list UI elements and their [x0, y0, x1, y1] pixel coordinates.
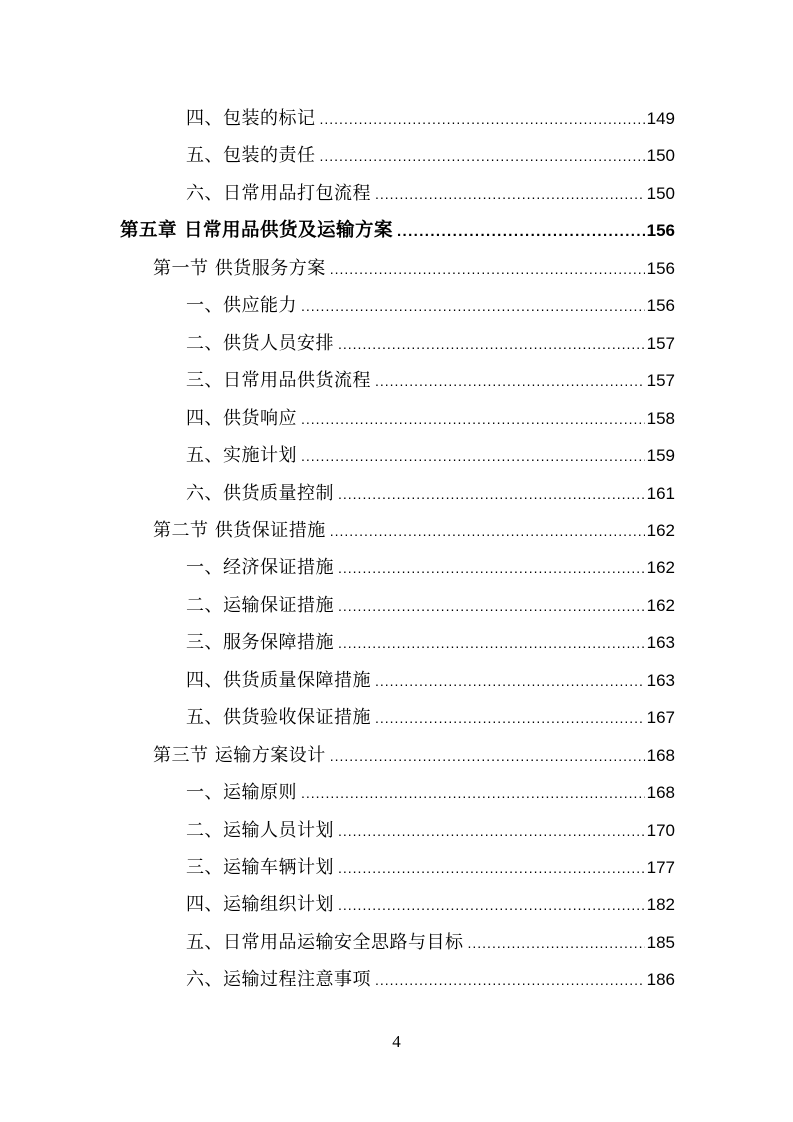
toc-dot-leader: [375, 967, 645, 993]
toc-entry-title: 一、供应能力: [186, 295, 297, 317]
toc-entry[interactable]: [186, 555, 675, 581]
toc-entry[interactable]: [186, 181, 675, 207]
toc-dot-leader: [338, 593, 645, 619]
toc-entry[interactable]: [186, 106, 675, 132]
toc-entry-title: 第五章 日常用品供货及运输方案: [120, 220, 393, 242]
toc-section-entry[interactable]: [153, 256, 675, 282]
toc-entry-title: 五、供货验收保证措施: [186, 707, 371, 729]
toc-entry[interactable]: [186, 818, 675, 844]
toc-entry[interactable]: [186, 406, 675, 432]
toc-entry-title: 五、包装的责任: [186, 145, 316, 167]
toc-entry-title: 四、供货质量保障措施: [186, 669, 371, 691]
toc-dot-leader: [320, 143, 645, 169]
toc-entry-title: 三、日常用品供货流程: [186, 370, 371, 392]
toc-entry-title: 四、运输组织计划: [186, 894, 334, 916]
toc-entry-page: 162: [646, 595, 675, 615]
toc-entry-page: 158: [646, 408, 675, 428]
toc-entry-page: 156: [646, 258, 675, 278]
toc-entry-page: 157: [646, 371, 675, 391]
toc-dot-leader: [330, 743, 645, 769]
toc-entry-title: 六、日常用品打包流程: [186, 182, 371, 204]
toc-dot-leader: [375, 368, 645, 394]
toc-dot-leader: [397, 219, 645, 245]
toc-dot-leader: [375, 705, 645, 731]
toc-entry-page: 168: [646, 745, 675, 765]
toc-entry-title: 二、运输人员计划: [186, 819, 334, 841]
toc-entry[interactable]: [186, 481, 675, 507]
toc-section-entry[interactable]: [153, 518, 675, 544]
toc-dot-leader: [338, 630, 645, 656]
toc-entry-page: 170: [646, 820, 675, 840]
toc-dot-leader: [301, 406, 645, 432]
toc-entry-page: 186: [646, 970, 675, 990]
toc-dot-leader: [338, 555, 645, 581]
toc-dot-leader: [338, 331, 645, 357]
toc-entry[interactable]: [186, 331, 675, 357]
toc-entry-title: 五、实施计划: [186, 445, 297, 467]
toc-entry-page: 167: [646, 708, 675, 728]
toc-entry-page: 161: [646, 483, 675, 503]
toc-entry[interactable]: [186, 443, 675, 469]
toc-entry-page: 150: [646, 146, 675, 166]
toc-entry[interactable]: [186, 705, 675, 731]
toc-dot-leader: [338, 818, 645, 844]
toc-entry-page: 162: [646, 520, 675, 540]
toc-entry[interactable]: [186, 855, 675, 881]
toc-entry-title: 六、供货质量控制: [186, 482, 334, 504]
toc-entry[interactable]: [186, 930, 675, 956]
toc-entry[interactable]: [186, 630, 675, 656]
toc-dot-leader: [301, 443, 645, 469]
toc-entry-page: 182: [646, 895, 675, 915]
toc-entry-page: 159: [646, 446, 675, 466]
toc-entry-title: 六、运输过程注意事项: [186, 969, 371, 991]
toc-entry-page: 185: [646, 932, 675, 952]
toc-dot-leader: [330, 256, 645, 282]
toc-entry-title: 四、包装的标记: [186, 108, 316, 129]
toc-entry-title: 四、供货响应: [186, 407, 297, 429]
toc-dot-leader: [338, 855, 645, 881]
toc-dot-leader: [468, 930, 645, 956]
toc-entry-page: 168: [646, 783, 675, 803]
toc-entry-page: 163: [646, 633, 675, 653]
toc-entry-title: 二、运输保证措施: [186, 594, 334, 616]
toc-dot-leader: [375, 668, 645, 694]
toc-chapter-entry[interactable]: [120, 218, 675, 244]
toc-dot-leader: [375, 181, 645, 207]
toc-dot-leader: [338, 892, 645, 918]
toc-entry[interactable]: [186, 143, 675, 169]
toc-entry-title: 一、经济保证措施: [186, 557, 334, 579]
toc-entry-page: 157: [646, 333, 675, 353]
toc-entry-title: 三、服务保障措施: [186, 632, 334, 654]
toc-entry-page: 156: [646, 221, 675, 241]
toc-entry-page: 177: [646, 858, 675, 877]
toc-entry[interactable]: [186, 967, 675, 993]
toc-dot-leader: [301, 780, 645, 806]
toc-entry[interactable]: [186, 593, 675, 619]
toc-entry-title: 第一节 供货服务方案: [153, 257, 326, 279]
toc-entry-page: 162: [646, 558, 675, 578]
toc-dot-leader: [338, 481, 645, 507]
toc-entry-title: 五、日常用品运输安全思路与目标: [186, 931, 464, 953]
toc-entry-page: 156: [646, 296, 675, 316]
toc-dot-leader: [330, 518, 645, 544]
toc-entry-title: 第二节 供货保证措施: [153, 519, 326, 541]
toc-entry[interactable]: [186, 892, 675, 918]
toc-dot-leader: [320, 106, 645, 132]
page-number: 4: [392, 1032, 401, 1051]
toc-entry-page: 163: [646, 670, 675, 690]
toc-entry[interactable]: [186, 780, 675, 806]
toc-entry-title: 二、供货人员安排: [186, 332, 334, 354]
toc-entry-title: 一、运输原则: [186, 782, 297, 804]
toc-entry-page: 149: [646, 109, 675, 128]
toc-entry[interactable]: [186, 668, 675, 694]
toc-dot-leader: [301, 293, 645, 319]
toc-entry-title: 第三节 运输方案设计: [153, 744, 326, 766]
toc-entry-page: 150: [646, 183, 675, 203]
toc-entry[interactable]: [186, 293, 675, 319]
toc-entry[interactable]: [186, 368, 675, 394]
toc-section-entry[interactable]: [153, 743, 675, 769]
toc-entry-title: 三、运输车辆计划: [186, 857, 334, 878]
